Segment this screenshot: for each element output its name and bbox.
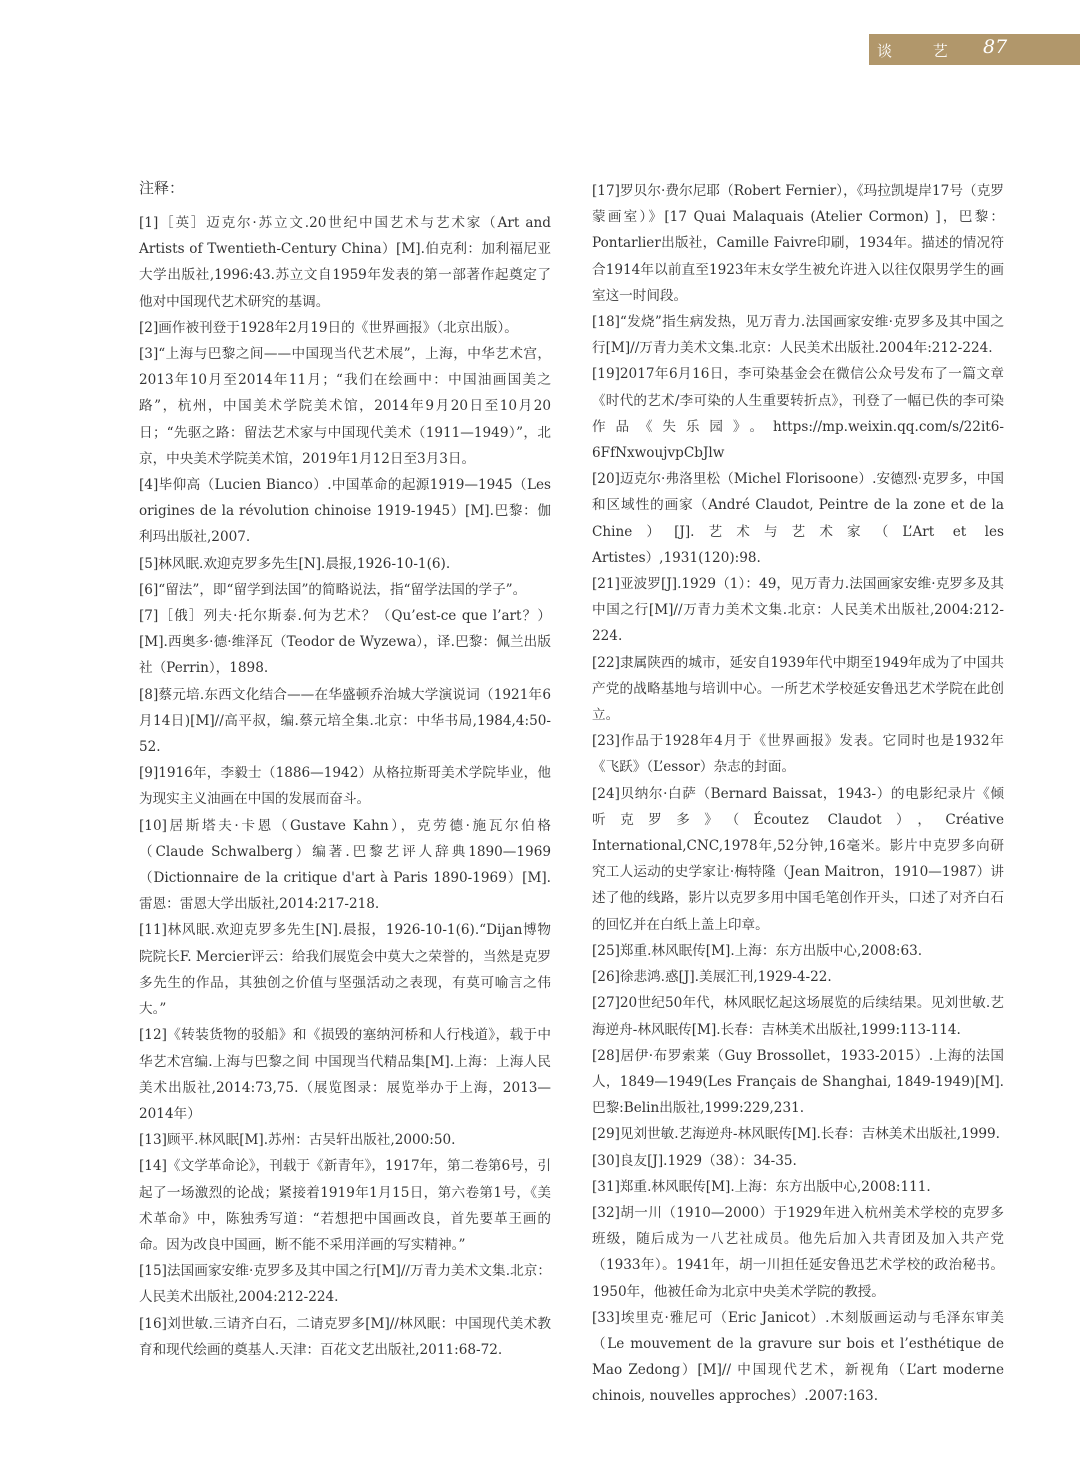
note-item: [7]［俄］列夫·托尔斯泰.何为艺术？（Qu’est-ce que l’art？）[M].西奥多·德·维泽瓦（Teodor de Wyzewa），译.巴黎：佩兰出版社（Perrin），1898. (139, 608, 551, 677)
note-item: [19]2017年6月16日，李可染基金会在微信公众号发布了一篇文章《时代的艺术/李可染的人生重要转折点》，刊登了一幅已佚的李可染作品《失乐园》。https://mp.weixin.qq.com/s/22it6-6FfNxwoujvpCbJlw (592, 366, 1004, 462)
note-item: [13]顾平.林风眠[M].苏州：古吴轩出版社,2000:50. (139, 1132, 456, 1149)
note-item: [4]毕仰高（Lucien Bianco）.中国革命的起源1919—1945（Les origines de la révolution chinoise 1919-1945）[M].巴黎：伽利玛出版社,2007. (139, 477, 551, 546)
note-item: [2]画作被刊登于1928年2月19日的《世界画报》（北京出版）。 (139, 319, 518, 336)
note-item: [14]《文学革命论》，刊载于《新青年》，1917年，第二卷第6号，引起了一场激烈的论战；紧接着1919年1月15日，第六卷第1号，《美术革命》中，陈独秀写道：“若想把中国画改良，首先要革王画的命。因为改良中国画，断不能不采用洋画的写实精神。” (139, 1158, 551, 1253)
note-item: [22]隶属陕西的城市，延安自1939年代中期至1949年成为了中国共产党的战略基地与培训中心。一所艺术学校延安鲁迅艺术学院在此创立。 (592, 654, 1004, 724)
note-item: [1]［英］迈克尔·苏立文.20世纪中国艺术与艺术家（Art and Artists of Twentieth-Century China）[M].伯克利：加利福尼亚大学出版社,1996:43.苏立文自1959年发表的第一部著作起奠定了他对中国现代艺术研究的基调。 (139, 215, 551, 310)
note-item: [33]埃里克·雅尼可（Eric Janicot）.木刻版画运动与毛泽东审美（Le mouvement de la gravure sur bois et l’esthétique de Mao Zedong）[M]// 中国现代艺术，新视角（L’art moderne chinois, nouvelles approches）.2007:163. (592, 1309, 1004, 1405)
notes-title: 注释： (139, 179, 185, 197)
note-item: [31]郑重.林风眠传[M].上海：东方出版中心,2008:111. (592, 1178, 931, 1195)
note-item: [3]“上海与巴黎之间——中国现当代艺术展”，上海，中华艺术宫，2013年10月至2014年11月；“我们在绘画中：中国油画国美之路”，杭州，中国美术学院美术馆，2014年9月20日至10月20日；“先驱之路：留法艺术家与中国现代美术（1911—1949）”，北京，中央美术学院美术馆，2019年1月12日至3月3日。 (139, 346, 551, 467)
notes-column-left (139, 178, 551, 1363)
note-item: [16]刘世敏.三请齐白石，二请克罗多[M]//林风眠：中国现代美术教育和现代绘画的奠基人.天津：百花文艺出版社,2011:68-72. (139, 1315, 551, 1358)
note-item: [6]“留法”，即“留学到法国”的简略说法，指“留学法国的学子”。 (139, 581, 527, 598)
notes-column-right (592, 178, 1004, 1410)
note-item: [5]林风眠.欢迎克罗多先生[N].晨报,1926-10-1(6). (139, 555, 451, 572)
section-title: 谈 艺 (877, 42, 966, 60)
note-item: [30]良友[J].1929（38）：34-35. (592, 1152, 797, 1169)
note-item: [25]郑重.林风眠传[M].上海：东方出版中心,2008:63. (592, 942, 923, 959)
note-item: [20]迈克尔·弗洛里松（Michel Florisoone）.安德烈·克罗多，中国和区域性的画家（André Claudot, Peintre de la zone et de la Chine）[J].艺术与艺术家（L’Art et les Artistes）,1931(120):98. (592, 471, 1004, 566)
note-item: [9]1916年，李毅士（1886—1942）从格拉斯哥美术学院毕业，他为现实主义油画在中国的发展而奋斗。 (139, 765, 551, 808)
note-item: [28]居伊·布罗索莱（Guy Brossollet，1933-2015）.上海的法国人，1849—1949(Les Français de Shanghai, 1849-1949)[M].巴黎:Belin出版社,1999:229,231. (592, 1047, 1004, 1117)
note-item: [27]20世纪50年代，林风眠忆起这场展览的后续结果。见刘世敏.艺海逆舟-林风眠传[M].长春：吉林美术出版社,1999:113-114. (592, 995, 1004, 1038)
note-item: [8]蔡元培.东西文化结合——在华盛顿乔治城大学演说词（1921年6月14日)[M]//高平叔，编.蔡元培全集.北京：中华书局,1984,4:50-52. (139, 686, 551, 756)
page-number: 87 (983, 36, 1008, 58)
note-item: [12]《转装货物的驳船》和《损毁的塞纳河桥和人行栈道》，载于中华艺术宫编.上海与巴黎之间 中国现当代精品集[M].上海：上海人民美术出版社,2014:73,75.（展览图录：展览举办于上海，2013—2014年） (139, 1027, 551, 1122)
note-item: [10]居斯塔夫·卡恩（Gustave Kahn），克劳德·施瓦尔伯格（Claude Schwalberg）编著.巴黎艺评人辞典1890—1969（Dictionnaire de la critique d'art à Paris 1890-1969）[M].雷恩：雷恩大学出版社,2014:217-218. (139, 817, 551, 913)
note-item: [21]亚波罗[J].1929（1）：49，见万青力.法国画家安维·克罗多及其中国之行[M]//万青力美术文集.北京：人民美术出版社,2004:212-224. (592, 576, 1004, 645)
note-item: [24]贝纳尔·白萨（Bernard Baissat，1943-）的电影纪录片《倾听克罗多》（Écoutez Claudot），Créative International,CNC,1978年,52分钟,16毫米。影片中克罗多向研究工人运动的史学家让·梅特隆（Jean Maitron，1910—1987）讲述了他的线路，影片以克罗多用中国毛笔创作开头，口述了对齐白石的回忆并在白纸上盖上印章。 (592, 785, 1004, 933)
note-item: [15]法国画家安维·克罗多及其中国之行[M]//万青力美术文集.北京：人民美术出版社,2004:212-224. (139, 1263, 551, 1306)
note-item: [29]见刘世敏.艺海逆舟-林风眠传[M].长春：吉林美术出版社,1999. (592, 1126, 1000, 1143)
note-item: [32]胡一川（1910—2000）于1929年进入杭州美术学校的克罗多班级，随后成为一八艺社成员。他先后加入共青团及加入共产党（1933年）。1941年，胡一川担任延安鲁迅艺术学校的政治秘书。1950年，他被任命为北京中央美术学院的教授。 (592, 1204, 1004, 1300)
note-item: [17]罗贝尔·费尔尼耶（Robert Fernier），《玛拉凯堤岸17号（克罗蒙画室）》[17 Quai Malaquais (Atelier Cormon) ]，巴黎：Pontarlier出版社，Camille Faivre印刷，1934年。描述的情况符合1914年以前直至1923年末女学生被允许进入以往仅限男学生的画室这一时间段。 (592, 183, 1004, 304)
section-header-tab (869, 34, 1080, 65)
note-item: [23]作品于1928年4月于《世界画报》发表。它同时也是1932年《飞跃》（L’essor）杂志的封面。 (592, 733, 1004, 776)
note-item: [11]林风眠.欢迎克罗多先生[N].晨报，1926-10-1(6).“Dijan博物院院长F. Mercier评云：给我们展览会中莫大之荣誉的，当然是克罗多先生的作品，其独创之价值与坚强活动之表现，有莫可喻言之伟大。” (139, 922, 551, 1018)
note-item: [26]徐悲鸿.惑[J].美展汇刊,1929-4-22. (592, 969, 832, 986)
note-item: [18]“发烧”指生病发热，见万青力.法国画家安维·克罗多及其中国之行[M]//万青力美术文集.北京：人民美术出版社.2004年:212-224. (592, 314, 1004, 357)
